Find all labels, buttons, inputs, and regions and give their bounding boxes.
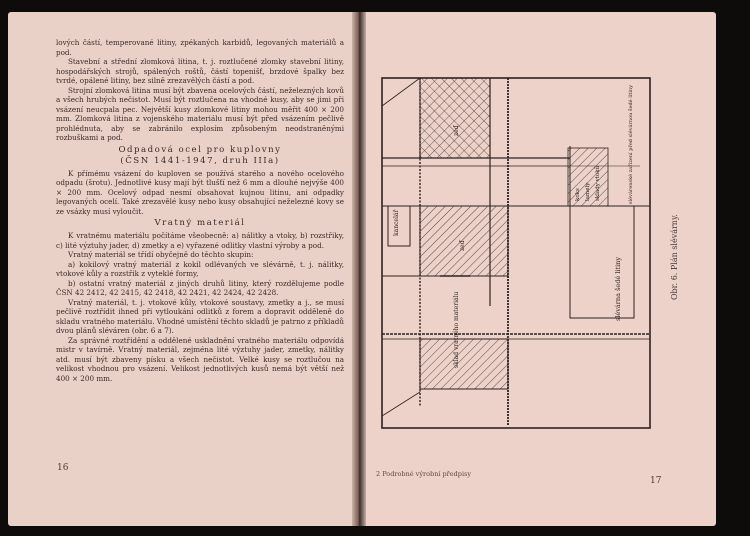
footer-caption: 2 Podrobné výrobní předpisy [376, 470, 472, 478]
section-heading [56, 145, 344, 167]
paragraph: Strojní zlomková litina musí být zbavena ocelových částí, neželezných kovů a všech hrubých nečistot. Musí být roztlučena na vhodné kusy, aby se jimi při vsázení neucpala pec. Největší kusy zlomkové litiny mohou měřit 400 × 200 mm. Zlomková litina z vojenského materiálu musí být před vsázením pečlivě prohlédnuta, aby se zabránilo explosím způsobeným neodstraněnými rozbuškami a pod. [56, 85, 344, 142]
foundry-plan-diagram [380, 76, 652, 432]
paragraph: K přímému vsázení do kuploven se používá starého a nového ocelového odpadu (šrotu). Jednotlivé kusy mají být tlušťí než 6 mm a dlouhé nejvýše 400 × 200 mm. Ocelový odpad nesmí obsahovat kujnou litinu, ani odpadky legovaných ocelí. Také zrezavělé kusy nebo kusy obsahující neželezné kovy se ze vsázky musí vyloučit. [56, 168, 344, 216]
paragraph: a) kokilový vratný materiál z kokil odlévaných ve slévárně, t. j. nálitky, vtokové kůly a rozstřik z vyteklé formy, [56, 259, 344, 278]
label-stred: slévárenské zařízení před slévárnou šedé litiny [628, 84, 634, 204]
paragraph: Za správné roztřídění a oddělené uskladnění vratného materiálu odpovídá mistr v tavírně. Vratný materiál, zejména lité výztuhy jader, zmetky, nálitky atd. musí být zbaveny písku a všech nečistot. Velké kusy se roztlučou na velikost vhodnou pro vsázení. Velikost jednotlivých kusů nemá být větší než 400 × 200 mm. [56, 335, 344, 383]
section-heading: Vratný materiál [154, 218, 246, 228]
paragraph: lových částí, temperované litiny, zpékaných karbidů, legovaných materiálů a pod. [56, 38, 344, 57]
label-zed: zeď [453, 125, 460, 136]
paragraph: b) ostatní vratný materiál z jiných druhů litiny, který rozdělujeme podle ČSN 42 2412, 42 2415, 42 2418, 42 2421, 42 2424, 42 2428. [56, 278, 344, 297]
label-lamely: lamely [585, 182, 591, 201]
page-number-right: 17 [650, 476, 662, 486]
heading-subtitle: (ČSN 1441-1947, druh IIIa) [120, 155, 280, 166]
paragraph: Vratný materiál, t. j. vtokové kůly, vtokové soustavy, zmetky a j., se musí pečlivě roztřídit ihned při vytloukání odlitků z forem a dopravit odděleně do skladu vratného materiálu. Vhodné umístění těchto skladů je patrno z příkladů dvou plánů sléváren (obr. 6 a 7). [56, 297, 344, 335]
label-sklad: sklad vratného materiálu [453, 291, 460, 368]
label-slevarna: slévárna šedé litiny [614, 256, 622, 321]
label-koks: koks [575, 188, 581, 201]
paragraph: Stavební a střední zlomková litina, t. j. roztlučené zlomky stavební litiny, hospodářských strojů, spálených roštů, částí topenišť, brzdové špalky bez tvrdé, opálené litiny, bez silně zrezavělých částí a pod. [56, 57, 344, 85]
label-sklady: sklady vtoků [595, 165, 601, 201]
paragraph: K vratnému materiálu počítáme všeobecně: a) nálitky a vtoky, b) rozstřiky, c) lité výztuhy jader, d) zmetky a e) vyřazené odlitky vlastní výroby a pod. [56, 231, 344, 250]
book-gutter [352, 12, 366, 526]
label-kancelar: kancelář [393, 209, 400, 236]
figure-caption: Obr. 6. Plán slévárny. [670, 214, 679, 300]
label-zed-2: zeď [459, 240, 466, 251]
heading-title: Odpadová ocel pro kuplovny [118, 144, 282, 155]
paragraph: Vratný materiál se třídí obyčejně do těchto skupin: [68, 250, 254, 259]
page-number-left: 16 [57, 463, 69, 473]
left-page-text [56, 38, 344, 383]
